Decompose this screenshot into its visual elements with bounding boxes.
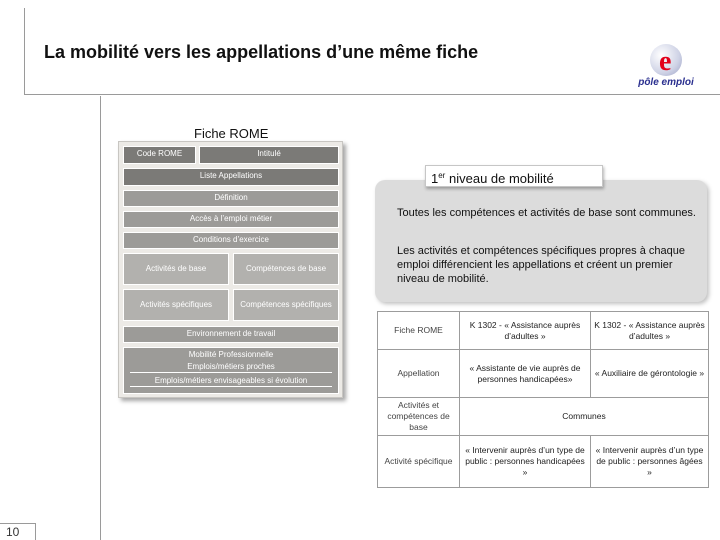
- fiche-box-activites-specifiques: Activités spécifiques: [123, 289, 229, 321]
- fiche-box-competences-specifiques: Compétences spécifiques: [233, 289, 339, 321]
- mobility-paragraph-1: Toutes les compétences et activités de base sont communes.: [397, 207, 696, 219]
- mobility-heading-number: 1: [431, 171, 439, 186]
- fiche-box-competences-base: Compétences de base: [233, 253, 339, 285]
- fiche-box-environnement: Environnement de travail: [123, 326, 339, 343]
- fiche-box-acces: Accès à l’emploi métier: [123, 211, 339, 228]
- fiche-box-code-rome: Code ROME: [123, 146, 196, 164]
- logo-letter: e: [659, 46, 672, 77]
- mobility-heading: [425, 165, 603, 187]
- fiche-box-activites-base: Activités de base: [123, 253, 229, 285]
- fiche-box-liste-appellations: Liste Appellations: [123, 168, 339, 186]
- fiche-box-definition: Définition: [123, 190, 339, 207]
- mobility-heading-text: niveau de mobilité: [448, 171, 554, 186]
- table-cell: K 1302 - « Assistance auprès d’adultes »: [591, 312, 709, 350]
- table-row: [378, 436, 709, 488]
- mobility-paragraph-2: Les activités et compétences spécifiques propres à chaque emploi différencient les appellations et créent un premier niveau de mobilité.: [397, 245, 685, 285]
- comparison-table: [377, 311, 709, 488]
- fiche-box-mobilite-title: Mobilité Professionnelle: [188, 350, 274, 359]
- table-row-head: Fiche ROME: [378, 312, 460, 350]
- title-frame-vertical-line: [24, 8, 25, 94]
- fiche-box-emplois-evolution: Emplois/métiers envisageables si évolution: [130, 375, 332, 387]
- mobility-heading-sup: er: [438, 171, 446, 180]
- table-row-head: Activités et compétences de base: [378, 398, 460, 436]
- slide-title: La mobilité vers les appellations d’une même fiche: [44, 42, 479, 62]
- table-cell: « Assistante de vie auprès de personnes handicapées»: [460, 350, 591, 398]
- logo-text: pôle emploi: [638, 77, 694, 88]
- table-cell: « Intervenir auprès d’un type de public : personnes handicapées »: [460, 436, 591, 488]
- fiche-box-conditions: Conditions d’exercice: [123, 232, 339, 249]
- left-margin-rule: [100, 96, 101, 540]
- page-number: 10: [0, 523, 36, 540]
- fiche-box-intitule: Intitulé: [199, 146, 339, 164]
- table-cell: K 1302 - « Assistance auprès d’adultes »: [460, 312, 591, 350]
- fiche-box-mobilite: [123, 347, 339, 394]
- table-cell: « Intervenir auprès d’un type de public : personnes âgées »: [591, 436, 709, 488]
- title-frame-horizontal-line: [24, 94, 720, 95]
- table-row-head: Activité spécifique: [378, 436, 460, 488]
- table-row-head: Appellation: [378, 350, 460, 398]
- fiche-box-emplois-proches: Emplois/métiers proches: [130, 361, 332, 373]
- fiche-rome-label: Fiche ROME: [194, 126, 269, 141]
- table-row: [378, 398, 709, 436]
- table-cell: « Auxiliaire de gérontologie »: [591, 350, 709, 398]
- pole-emploi-logo: [632, 44, 700, 94]
- table-row: [378, 350, 709, 398]
- table-cell-merged: Communes: [460, 398, 709, 436]
- table-row: [378, 312, 709, 350]
- fiche-rome-diagram: [118, 141, 343, 398]
